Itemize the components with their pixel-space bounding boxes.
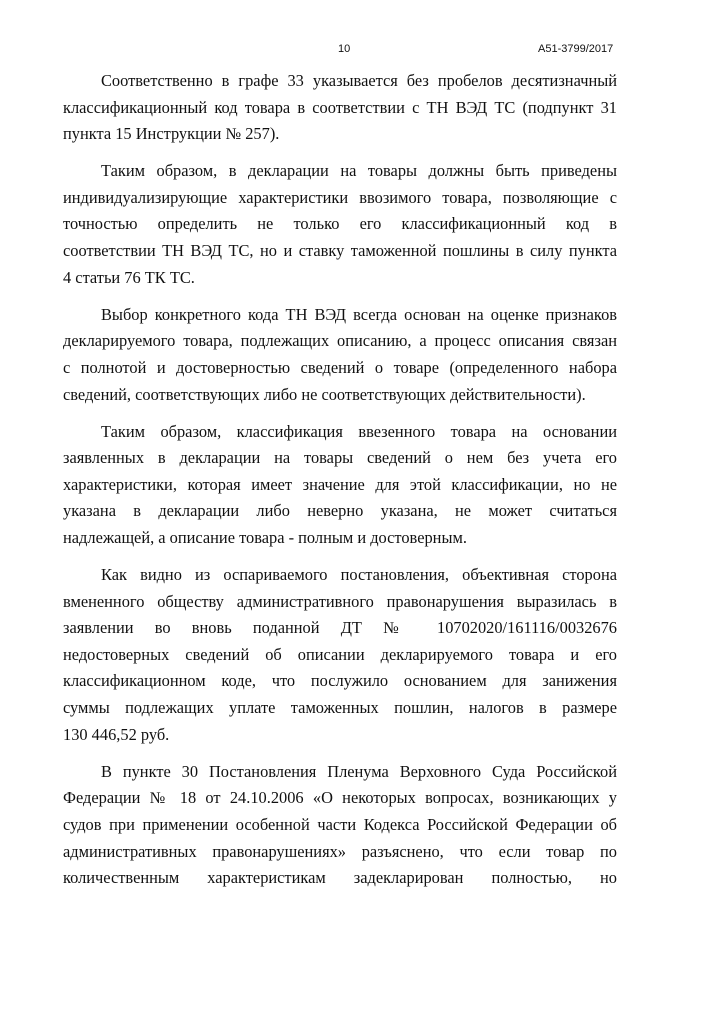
text-line: судов при применении особенной части Кодекса Российской Федерации об	[63, 814, 617, 834]
paragraph	[63, 419, 617, 552]
text-line: 4 статьи 76 ТК ТС.	[63, 267, 195, 287]
text-line: характеристики, которая имеет значение для этой классификации, но не	[63, 474, 617, 494]
text-line: Соответственно в графе 33 указывается без пробелов десятизначный	[101, 71, 617, 90]
text-line: Как видно из оспариваемого постановления, объективная сторона	[101, 565, 617, 585]
page-number: 10	[338, 43, 351, 55]
paragraph	[63, 562, 617, 748]
text-line: соответствии ТН ВЭД ТС, но и ставку таможенной пошлины в силу пункта	[63, 241, 617, 261]
text-line: декларируемого товара, подлежащих описанию, а процесс описания связан	[63, 331, 617, 351]
paragraph	[63, 158, 617, 291]
text-line: точностью определить не только его классификационный код в	[63, 214, 617, 234]
text-line: В пункте 30 Постановления Пленума Верховного Суда Российской	[101, 761, 617, 781]
text-line: Таким образом, классификация ввезенного товара на основании	[101, 421, 617, 441]
text-line: указана в декларации либо неверно указана, не может считаться	[63, 501, 617, 521]
text-line: заявлении во вновь поданной ДТ № 10702020/161116/0032676	[63, 618, 617, 638]
text-line: административных правонарушениях» разъяснено, что если товар по	[63, 841, 617, 861]
text-line: пункта 15 Инструкции № 257).	[63, 124, 280, 144]
paragraph	[63, 302, 617, 408]
text-line: надлежащей, а описание товара - полным и достоверным.	[63, 528, 467, 547]
document-body	[63, 68, 617, 902]
text-line: количественным характеристикам задекларирован полностью, но	[63, 868, 617, 888]
text-line: Выбор конкретного кода ТН ВЭД всегда основан на оценке признаков	[101, 304, 617, 324]
text-line: классификационном коде, что послужило основанием для занижения	[63, 671, 617, 691]
text-line: индивидуализирующие характеристики ввозимого товара, позволяющие с	[63, 187, 617, 207]
paragraph	[63, 68, 617, 148]
text-line: 130 446,52 руб.	[63, 724, 170, 744]
text-line: с полнотой и достоверностью сведений о товаре (определенного набора	[63, 357, 617, 377]
text-line: заявленных в декларации на товары сведений о нем без учета его	[63, 448, 617, 468]
paragraph	[63, 759, 617, 892]
case-number: А51-3799/2017	[538, 43, 614, 55]
text-line: Федерации № 18 от 24.10.2006 «О некоторых вопросах, возникающих у	[63, 788, 617, 808]
text-line: сведений, соответствующих либо не соответствующих действительности).	[63, 384, 586, 404]
text-line: классификационный код товара в соответствии с ТН ВЭД ТС (подпункт 31	[63, 97, 617, 117]
text-line: Таким образом, в декларации на товары должны быть приведены	[101, 161, 617, 181]
text-line: вмененного обществу административного правонарушения выразилась в	[63, 591, 617, 611]
text-line: недостоверных сведений об описании декларируемого товара и его	[63, 644, 617, 664]
text-line: суммы подлежащих уплате таможенных пошлин, налогов в размере	[63, 698, 617, 718]
